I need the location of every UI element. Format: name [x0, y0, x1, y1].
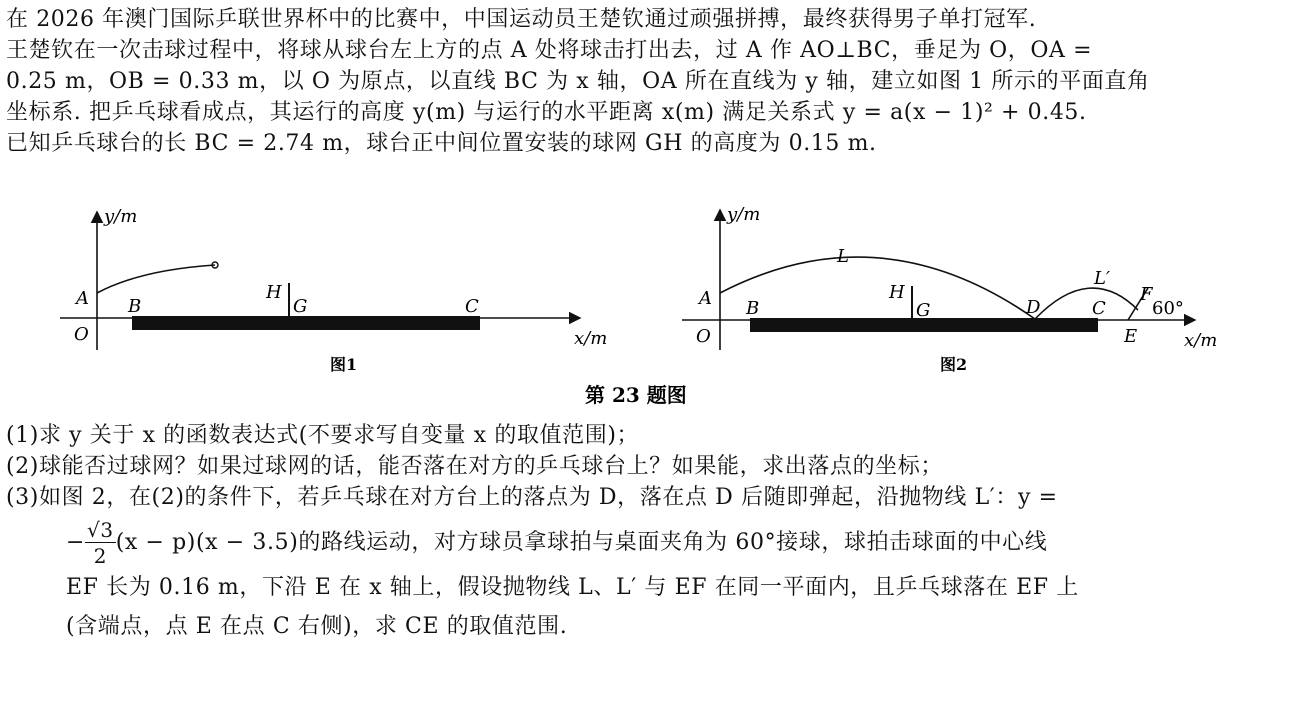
- questions: [6, 420, 1306, 645]
- fig2-label-F: F: [1140, 284, 1153, 305]
- intro-line-4: 坐标系. 把乒乓球看成点，其运行的高度 y(m) 与运行的水平距离 x(m) 满足关系式 y = a(x − 1)² + 0.45.: [6, 100, 1087, 125]
- fig2-label-L: L: [837, 246, 849, 267]
- fig1-y-label: y/m: [104, 206, 138, 227]
- fig2-curve-L: [720, 257, 1035, 319]
- fig2-label-H: H: [889, 282, 905, 303]
- question-3-line-2: [6, 519, 1306, 567]
- fig1-label-C: C: [465, 296, 479, 317]
- fig1-label-G: G: [293, 296, 308, 317]
- fig2-label-D: D: [1026, 297, 1041, 318]
- fig2-label-G: G: [916, 300, 931, 321]
- figure-1: [60, 206, 607, 374]
- question-1: (1)求 y 关于 x 的函数表达式(不要求写自变量 x 的取值范围)；: [6, 423, 640, 448]
- fig1-label-H: H: [266, 282, 282, 303]
- intro-line-5: 已知乒乓球台的长 BC = 2.74 m，球台正中间位置安装的球网 GH 的高度为 0.15 m.: [6, 131, 877, 156]
- fig2-caption: 图2: [940, 355, 968, 374]
- figure-group-caption: 第 23 题图: [585, 383, 687, 407]
- q3-minus-sign: −: [66, 530, 86, 555]
- question-3-line-4: (含端点，点 E 在点 C 右侧)，求 CE 的取值范围.: [66, 614, 568, 639]
- problem-intro: [6, 4, 1306, 159]
- intro-line-3: 0.25 m，OB = 0.33 m，以 O 为原点，以直线 BC 为 x 轴，OA 所在直线为 y 轴，建立如图 1 所示的平面直角: [6, 69, 1150, 94]
- q3-fraction: [85, 520, 116, 566]
- fig1-label-O: O: [74, 324, 89, 345]
- fig1-label-A: A: [76, 288, 89, 309]
- figures-svg: [60, 200, 1250, 415]
- fig2-curve-L-prime: [1035, 288, 1138, 319]
- fig2-label-L-prime: L′: [1094, 268, 1111, 289]
- fig1-table: [132, 316, 480, 330]
- question-3-line-1: (3)如图 2，在(2)的条件下，若乒乓球在对方台上的落点为 D，落在点 D 后随即弹起，沿抛物线 L′：y =: [6, 485, 1058, 510]
- fig1-x-label: x/m: [574, 328, 608, 349]
- question-3-line-3: EF 长为 0.16 m，下沿 E 在 x 轴上，假设抛物线 L、L′ 与 EF 在同一平面内，且乒乓球落在 EF 上: [66, 575, 1079, 600]
- intro-line-1: 在 2026 年澳门国际乒联世界杯中的比赛中，中国运动员王楚钦通过顽强拼搏，最终获得男子单打冠军.: [6, 7, 1037, 32]
- fig1-caption: 图1: [330, 355, 358, 374]
- figure-area: [60, 200, 1250, 415]
- fig2-label-angle: 60°: [1152, 298, 1184, 319]
- fig2-label-A: A: [699, 288, 712, 309]
- question-2: (2)球能否过球网？如果过球网的话，能否落在对方的乒乓球台上？如果能，求出落点的坐标；: [6, 454, 943, 479]
- fig2-label-C: C: [1092, 298, 1106, 319]
- fig2-label-B: B: [746, 298, 760, 319]
- fig2-label-E: E: [1124, 326, 1138, 347]
- figure-2: [682, 204, 1217, 374]
- fig2-label-O: O: [696, 326, 711, 347]
- fig2-y-label: y/m: [727, 204, 761, 225]
- q3-fraction-denominator: 2: [93, 544, 108, 568]
- intro-line-2: 王楚钦在一次击球过程中，将球从球台左上方的点 A 处将球击打出去，过 A 作 AO⊥BC，垂足为 O，OA =: [6, 38, 1093, 63]
- fig1-trajectory: [97, 265, 215, 293]
- q3-line-2-text: (x − p)(x − 3.5)的路线运动，对方球员拿球拍与桌面夹角为 60°接球，球拍击球面的中心线: [115, 530, 1048, 555]
- fig2-x-label: x/m: [1184, 330, 1218, 351]
- q3-fraction-numerator: √3: [87, 518, 114, 542]
- fig1-label-B: B: [128, 296, 142, 317]
